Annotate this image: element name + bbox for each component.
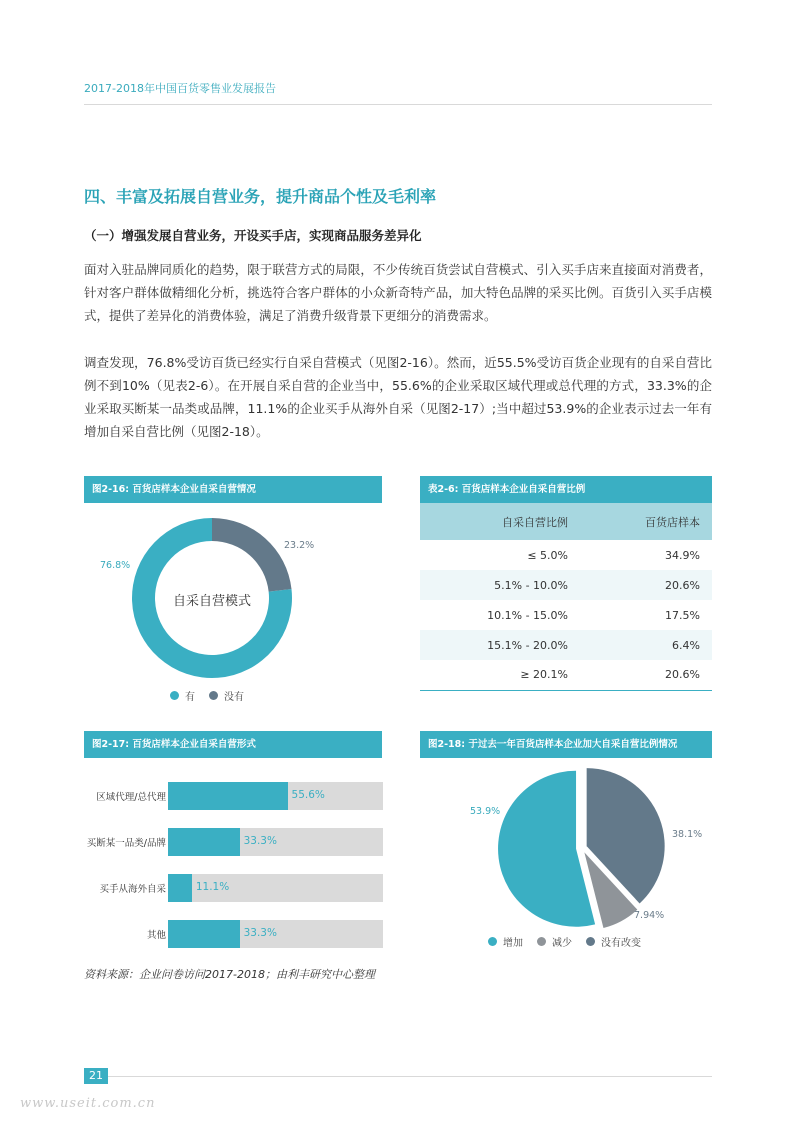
pie-slice-increase	[498, 771, 595, 927]
footer-divider	[84, 1076, 712, 1077]
fig16-title: 图2-16: 百货店样本企业自采自营情况	[84, 476, 382, 503]
bar-row	[84, 874, 384, 902]
bar-value: 55.6%	[291, 789, 325, 801]
fig18-label-increase: 53.9%	[470, 806, 501, 817]
legend-item-nochange: 没有改变	[586, 934, 641, 949]
table-row	[420, 660, 712, 690]
fig16-label-yes: 76.8%	[100, 560, 131, 571]
bar-row	[84, 920, 384, 948]
fig18-label-decrease: 7.94%	[634, 910, 665, 921]
table-header-ratio: 自采自营比例	[420, 503, 580, 540]
table-header-row	[420, 503, 712, 540]
bar-value: 33.3%	[243, 835, 277, 847]
table-header-sample: 百货店样本	[580, 503, 712, 540]
table6-title: 表2-6: 百货店样本企业自采自营比例	[420, 476, 712, 503]
bar-value: 33.3%	[243, 927, 277, 939]
fig18-label-nochange: 38.1%	[672, 829, 703, 840]
table-cell: 34.9%	[665, 548, 700, 562]
watermark: www.useit.com.cn	[20, 1096, 156, 1111]
paragraph-1: 面对入驻品牌同质化的趋势，限于联营方式的局限，不少传统百货尝试自营模式、引入买手店来直接面对消费者，针对客户群体做精细化分析，挑选符合客户群体的小众新奇特产品，加大特色品牌的采买比例。百货引入买手店模式，提供了差异化的消费体验，满足了消费升级背景下更细分的消费需求。	[84, 262, 712, 323]
table-cell: 6.4%	[580, 630, 712, 660]
legend-dot-icon	[209, 691, 218, 700]
legend-item-increase: 增加	[488, 934, 523, 949]
table-cell: 20.6%	[580, 570, 712, 600]
bar-label: 区域代理/总代理	[96, 792, 166, 803]
source-note: 资料来源：企业问卷访问2017-2018；由利丰研究中心整理	[84, 968, 375, 981]
table-row	[420, 630, 712, 660]
bar-fill	[168, 782, 288, 810]
legend-dot-icon	[586, 937, 595, 946]
legend-dot-icon	[170, 691, 179, 700]
fig16-label-no: 23.2%	[284, 540, 315, 551]
donut-slice-no	[212, 518, 291, 592]
bar-fill	[168, 920, 240, 948]
fig18-legend	[488, 934, 641, 949]
bar-row	[84, 782, 384, 810]
table-row	[420, 570, 712, 600]
legend-item-yes: 有	[170, 688, 195, 703]
fig16-chart	[84, 506, 384, 706]
table-cell: ≤ 5.0%	[527, 548, 568, 562]
bar-label: 买断某一品类/品牌	[86, 838, 166, 849]
fig16-legend	[170, 688, 244, 703]
bar-track	[168, 782, 383, 810]
fig17-title: 图2-17: 百货店样本企业自采自营形式	[84, 731, 382, 758]
legend-dot-icon	[537, 937, 546, 946]
table-cell: 5.1% - 10.0%	[420, 570, 580, 600]
legend-dot-icon	[488, 937, 497, 946]
bar-row	[84, 828, 384, 856]
fig18-title: 图2-18: 于过去一年百货店样本企业加大自采自营比例情况	[420, 731, 712, 758]
table-cell: 10.1% - 15.0%	[487, 608, 568, 622]
table6	[420, 503, 712, 691]
legend-item-no: 没有	[209, 688, 244, 703]
bar-label: 其他	[146, 930, 166, 941]
paragraph-2: 调查发现，76.8%受访百货已经实行自采自营模式（见图2-16）。然而，近55.5%受访百货企业现有的自采自营比例不到10%（见表2-6）。在开展自采自营的企业当中，55.6%的企业采取区域代理或总代理的方式，33.3%的企业采取买断某一品类或品牌，11.1%的企业买手从海外自采（见图2-17）;当中超过53.9%的企业表示过去一年有增加自采自营比例（见图2-18）。	[84, 355, 712, 439]
table-row	[420, 540, 712, 570]
header-divider	[84, 104, 712, 105]
donut-center-label: 自采自营模式	[172, 594, 251, 609]
header-title: 2017-2018年中国百货零售业发展报告	[84, 82, 276, 95]
table-cell: 20.6%	[580, 660, 712, 690]
sub-title: （一）增强发展自营业务，开设买手店，实现商品服务差异化	[84, 228, 422, 243]
section-title: 四、丰富及拓展自营业务，提升商品个性及毛利率	[84, 187, 437, 206]
fig18-pie	[420, 762, 712, 930]
table-row	[420, 600, 712, 630]
bar-fill	[168, 828, 240, 856]
table-cell: 15.1% - 20.0%	[420, 630, 580, 660]
bar-label: 买手从海外自采	[99, 884, 166, 895]
bar-value: 11.1%	[195, 881, 230, 893]
legend-item-decrease: 减少	[537, 934, 572, 949]
bar-fill	[168, 874, 192, 902]
table-cell: ≥ 20.1%	[420, 660, 580, 690]
table-cell: 17.5%	[665, 608, 700, 622]
page-number: 21	[84, 1068, 108, 1084]
